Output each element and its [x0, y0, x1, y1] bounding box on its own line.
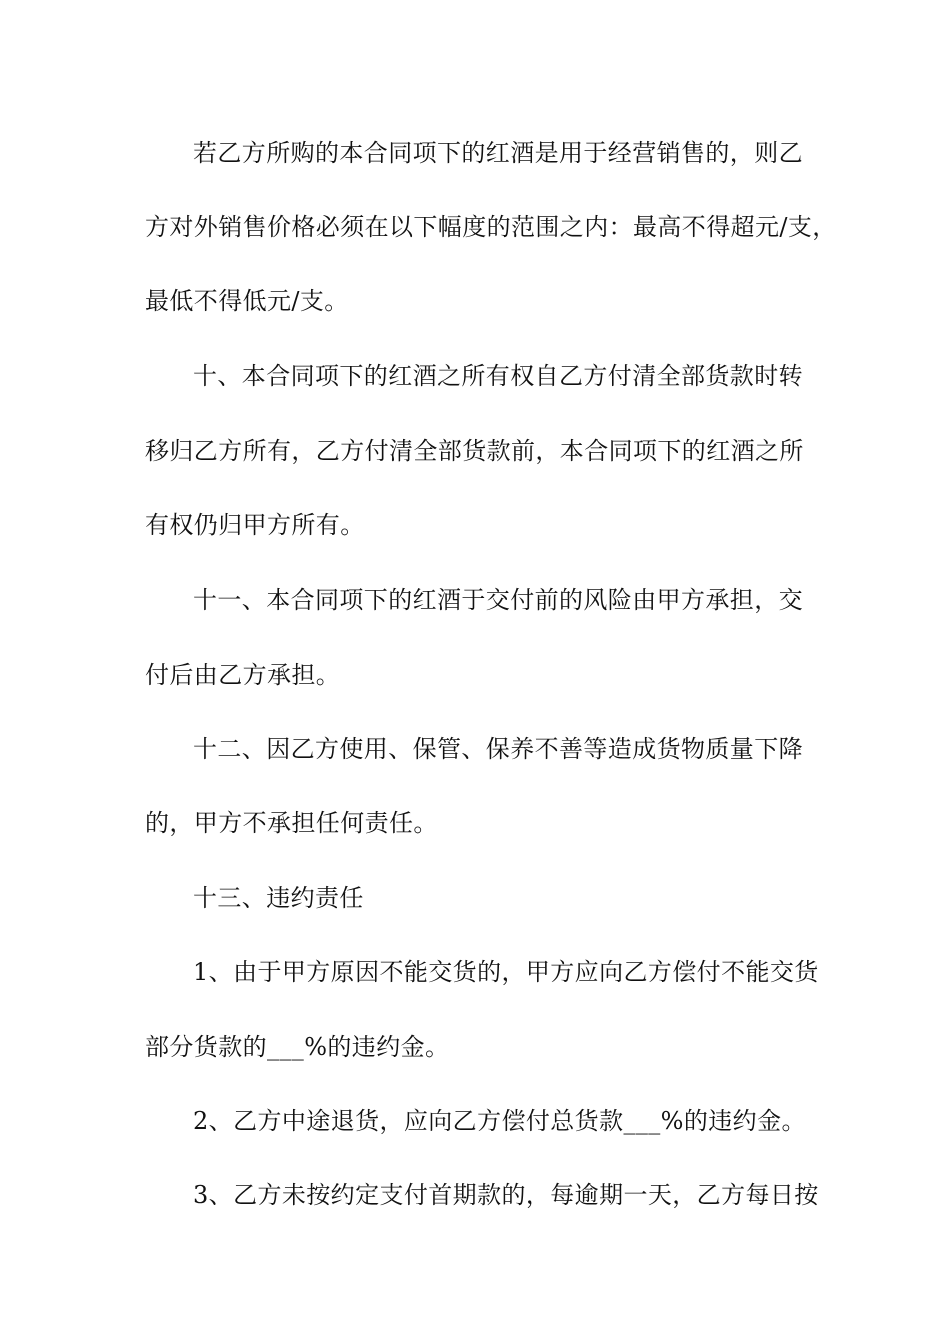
text-line: 有权仍归甲方所有。 [145, 511, 365, 539]
text-line: 付后由乙方承担。 [145, 661, 341, 689]
text-line: 十二、因乙方使用、保管、保养不善等造成货物质量下降 [193, 735, 803, 763]
text-line: 最低不得低元/支。 [145, 287, 349, 315]
text-line: 方对外销售价格必须在以下幅度的范围之内：最高不得超元/支， [145, 213, 837, 241]
text-line: 2、乙方中途退货，应向乙方偿付总货款___%的违约金。 [193, 1107, 806, 1135]
text-line: 十一、本合同项下的红酒于交付前的风险由甲方承担，交 [193, 586, 803, 614]
text-line: 的，甲方不承担任何责任。 [145, 809, 438, 837]
text-line: 若乙方所购的本合同项下的红酒是用于经营销售的，则乙 [193, 139, 803, 167]
text-line: 部分货款的___%的违约金。 [145, 1033, 450, 1061]
text-line: 1、由于甲方原因不能交货的，甲方应向乙方偿付不能交货 [193, 958, 819, 986]
text-line: 十、本合同项下的红酒之所有权自乙方付清全部货款时转 [193, 362, 803, 390]
text-line: 3、乙方未按约定支付首期款的，每逾期一天，乙方每日按 [193, 1181, 819, 1209]
section-heading: 十三、违约责任 [193, 884, 364, 912]
text-line: 移归乙方所有，乙方付清全部货款前，本合同项下的红酒之所 [145, 437, 804, 465]
